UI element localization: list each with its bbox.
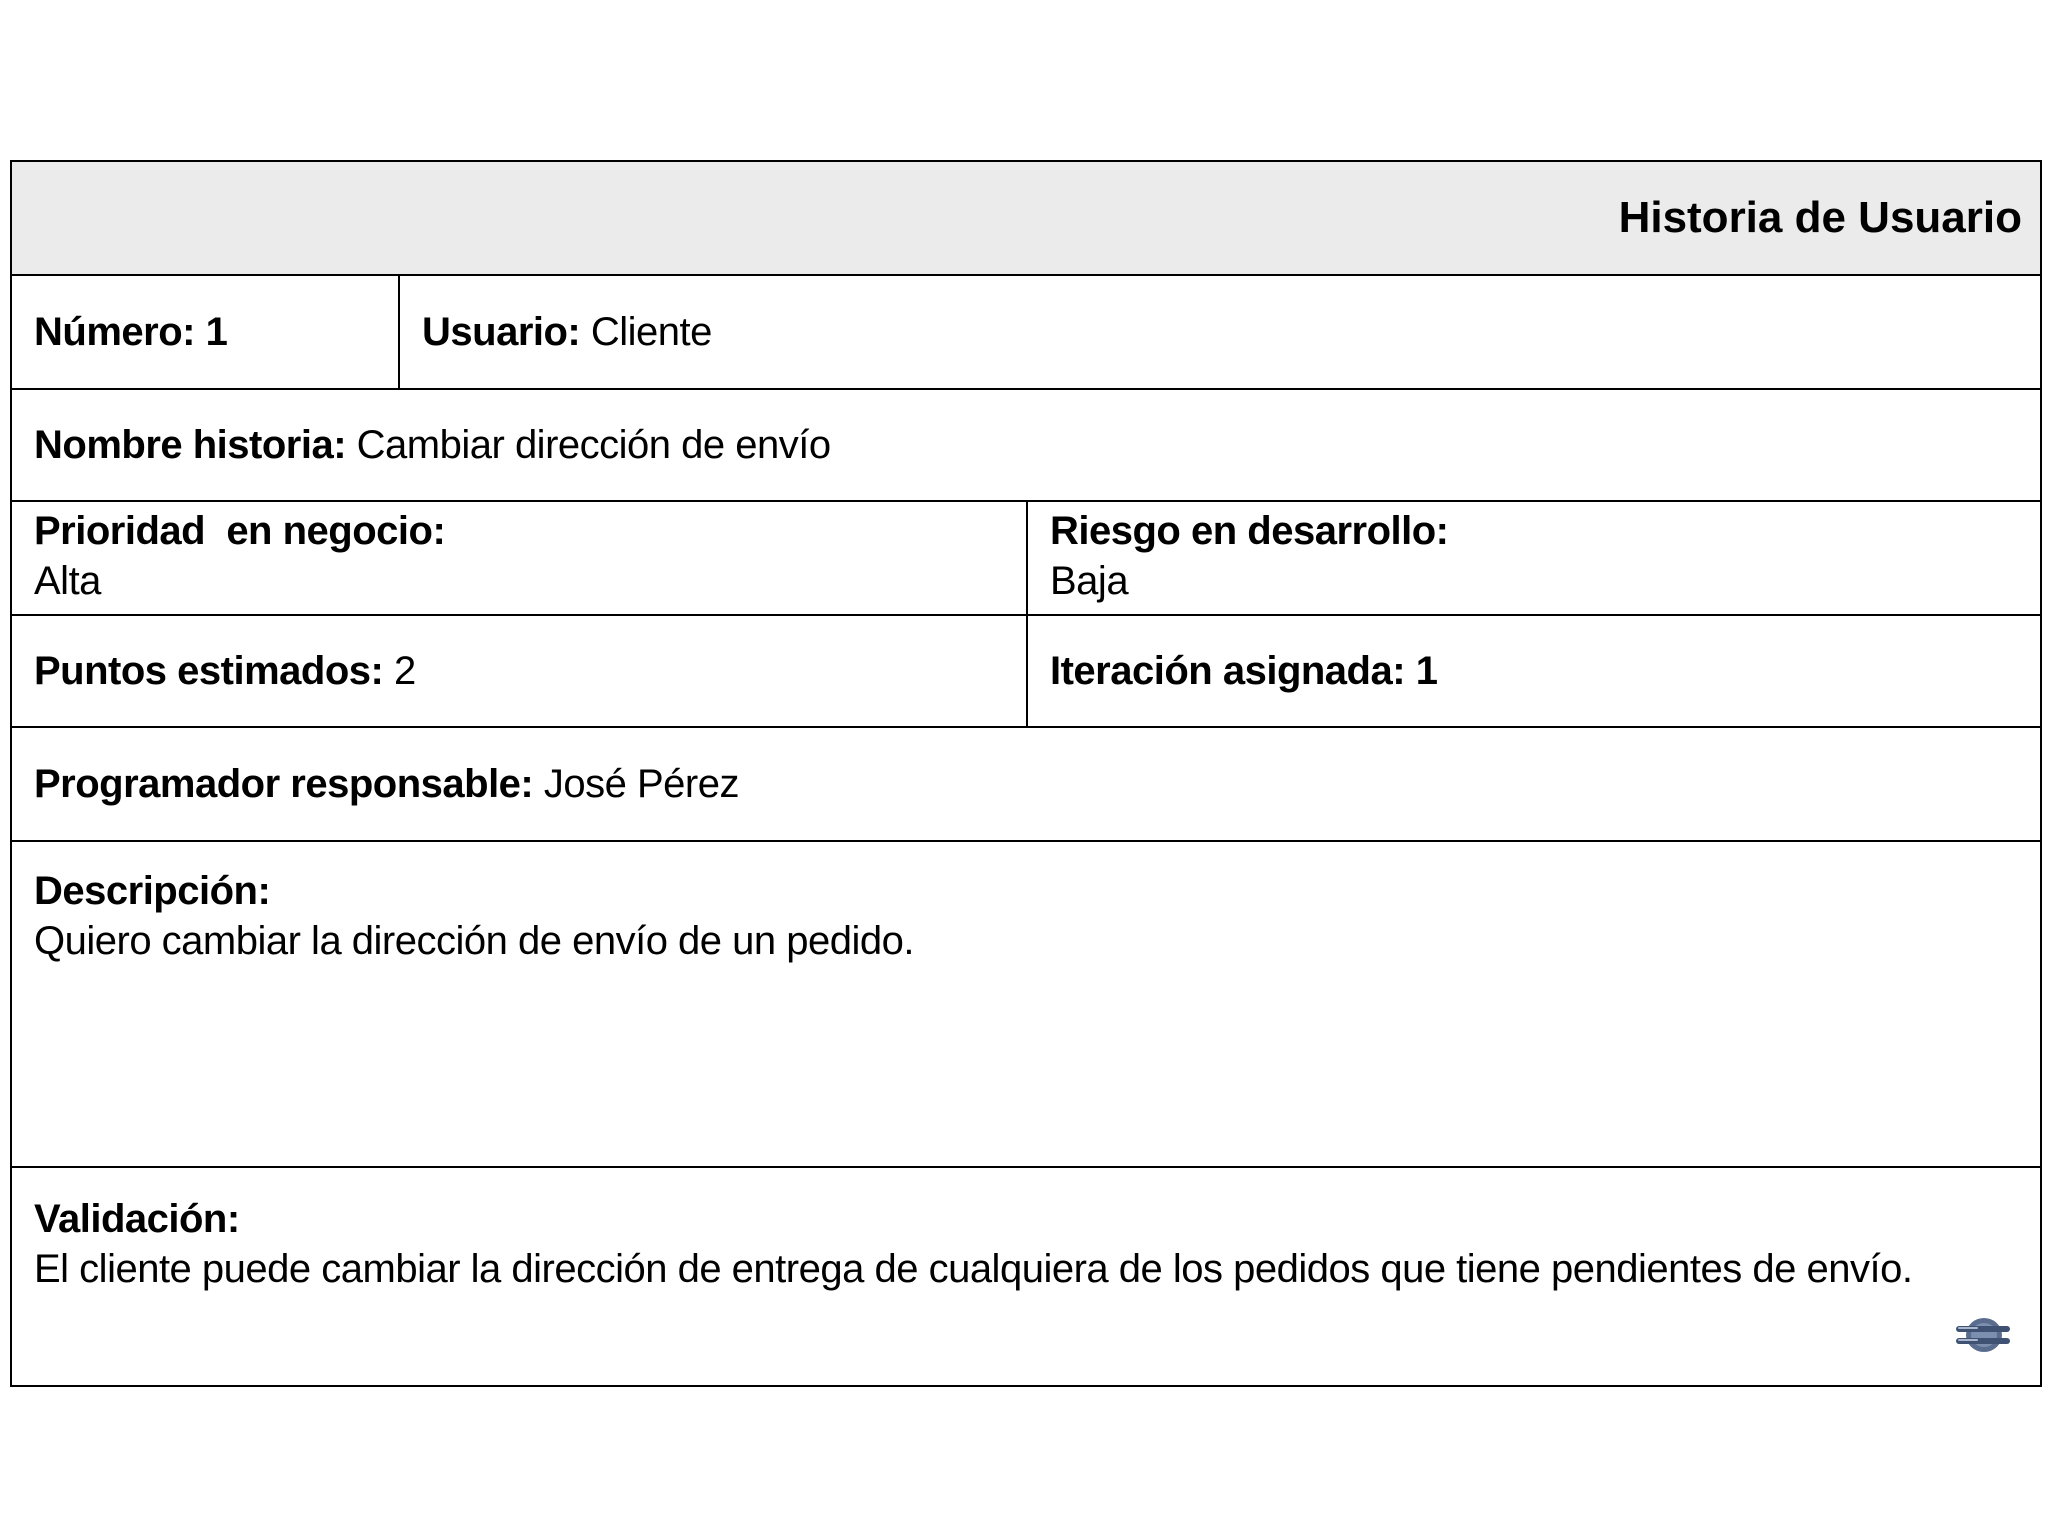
card-header [12, 162, 2040, 276]
nombre-historia-value: Cambiar dirección de envío [356, 423, 831, 467]
cell-puntos [12, 616, 1026, 726]
iteracion-field [1050, 646, 1437, 696]
cell-validacion [12, 1168, 2040, 1385]
cell-numero [12, 276, 398, 388]
prioridad-label: Prioridad en negocio: [34, 509, 446, 553]
cell-nombre-historia [12, 390, 2040, 500]
descripcion-field [34, 866, 2000, 966]
row-programmer [12, 728, 2040, 842]
iteracion-label: Iteración asignada: [1050, 649, 1406, 693]
numero-field [34, 307, 227, 357]
puntos-field [34, 646, 416, 696]
usuario-field [422, 307, 712, 357]
riesgo-label: Riesgo en desarrollo: [1050, 509, 1449, 553]
row-priority-risk [12, 502, 2040, 616]
numero-value: 1 [205, 310, 228, 354]
cell-iteracion [1026, 616, 2040, 726]
row-validation [12, 1168, 2040, 1385]
riesgo-value: Baja [1050, 559, 1129, 603]
user-story-card [10, 160, 2042, 1387]
numero-label: Número: [34, 310, 195, 354]
validacion-label: Validación: [34, 1197, 240, 1241]
nombre-historia-field [34, 420, 831, 470]
prioridad-field [34, 506, 986, 606]
validacion-value: El cliente puede cambiar la dirección de entrega de cualquiera de los pedidos que tiene pendientes de envío. [34, 1247, 1913, 1291]
cell-programador [12, 728, 2040, 840]
validacion-field [34, 1194, 2004, 1294]
cell-usuario [398, 276, 2040, 388]
cell-riesgo [1026, 502, 2040, 614]
programador-field [34, 759, 739, 809]
row-number-user [12, 276, 2040, 390]
usuario-value: Cliente [590, 310, 712, 354]
cell-descripcion [12, 842, 2040, 1166]
iteracion-value: 1 [1415, 649, 1438, 693]
puntos-label: Puntos estimados: [34, 649, 384, 693]
row-description [12, 842, 2040, 1168]
descripcion-label: Descripción: [34, 869, 271, 913]
prioridad-value: Alta [34, 559, 101, 603]
usuario-label: Usuario: [422, 310, 581, 354]
row-story-name [12, 390, 2040, 502]
cell-prioridad [12, 502, 1026, 614]
plug-icon [1954, 1313, 2012, 1357]
programador-label: Programador responsable: [34, 762, 534, 806]
nombre-historia-label: Nombre historia: [34, 423, 347, 467]
card-title: Historia de Usuario [1618, 193, 2022, 242]
descripcion-value: Quiero cambiar la dirección de envío de un pedido. [34, 919, 914, 963]
puntos-value: 2 [393, 649, 416, 693]
programador-value: José Pérez [543, 762, 739, 806]
row-points-iteration [12, 616, 2040, 728]
riesgo-field [1050, 506, 2000, 606]
